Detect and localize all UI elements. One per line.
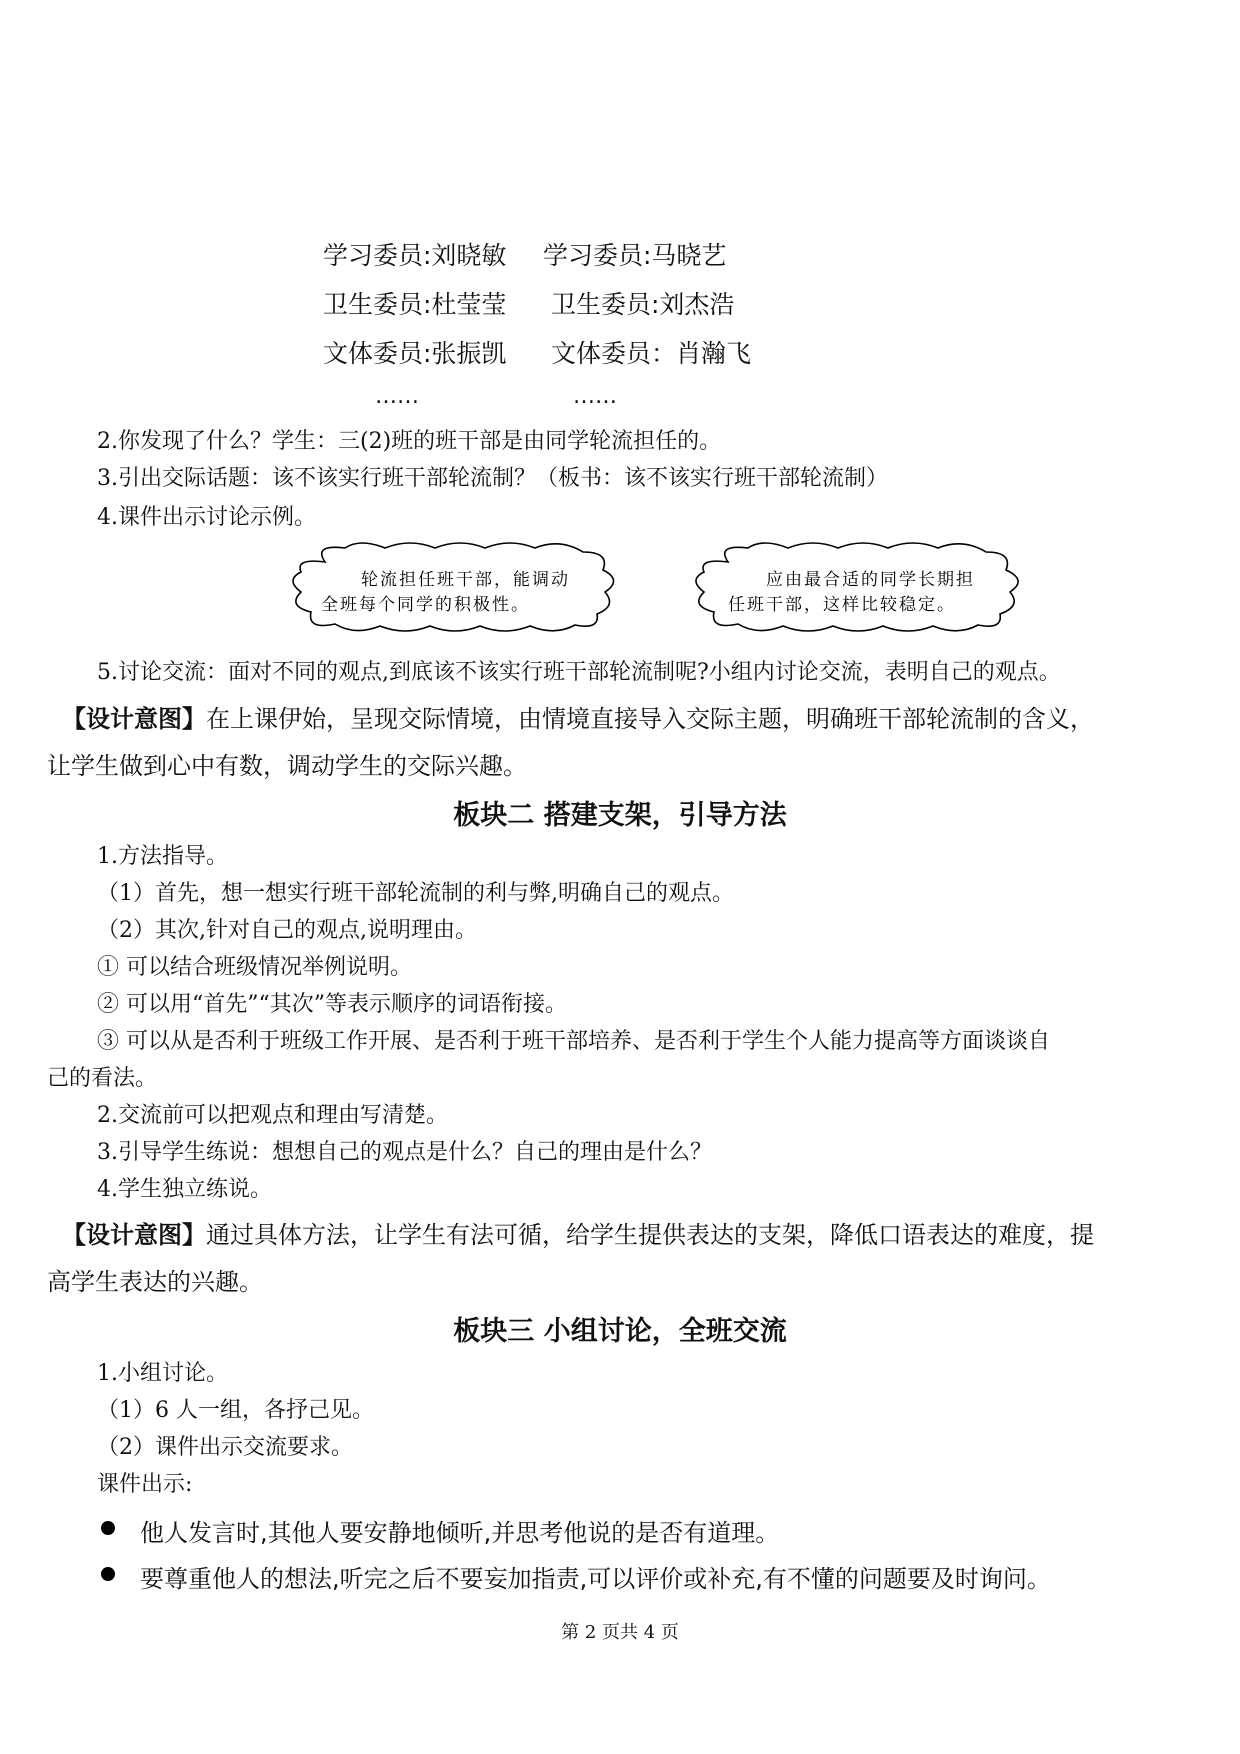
bullet-item-1: 他人发言时,其他人要安静地倾听,并思考他说的是否有道理。: [140, 1519, 780, 1547]
design-intent-2: [62, 1215, 1094, 1250]
bullet-item-2: 要尊重他人的想法,听完之后不要妄加指责,可以评价或补充,有不懂的问题要及时询问。: [140, 1565, 1051, 1593]
method-line-2: （1）首先，想一想实行班干部轮流制的利与弊,明确自己的观点。: [97, 881, 734, 906]
roster-row-3-left: 文体委员:张振凯: [323, 339, 507, 368]
bullet-icon: [101, 1521, 115, 1535]
method-line-4: ① 可以结合班级情况举例说明。: [97, 955, 412, 980]
page-footer: 第 2 页共 4 页: [561, 1622, 679, 1643]
roster-ellipsis-left: ……: [375, 384, 419, 409]
item-5: 5.讨论交流：面对不同的观点,到底该不该实行班干部轮流制呢?小组内讨论交流，表明自己的观点。: [97, 660, 1061, 685]
roster-row-3-right: 文体委员：肖瀚飞: [551, 339, 752, 368]
section-heading-2: 板块二 搭建支架，引导方法: [453, 800, 787, 831]
item-4: 4.课件出示讨论示例。: [97, 505, 316, 530]
bubble-left-line2: 全班每个同学的积极性。: [321, 595, 530, 615]
design-intent-text-1: 在上课伊始，呈现交际情境，由情境直接导入交际主题，明确班干部轮流制的含义，: [206, 705, 1094, 733]
item-3: 3.引出交际话题：该不该实行班干部轮流制？（板书：该不该实行班干部轮流制）: [97, 466, 888, 491]
group-line-3: （2）课件出示交流要求。: [97, 1435, 353, 1460]
group-line-2: （1）6 人一组，各抒己见。: [97, 1398, 374, 1423]
design-intent-label: 【设计意图】: [62, 705, 206, 733]
design-intent-label-2: 【设计意图】: [62, 1221, 206, 1249]
roster-row-2-left: 卫生委员:杜莹莹: [323, 290, 507, 319]
bubble-right-line2: 任班干部，这样比较稳定。: [728, 595, 956, 615]
bubble-left-line1: 轮流担任班干部，能调动: [361, 570, 570, 590]
design-intent-1: [62, 699, 1094, 734]
design-intent-2-cont: 高学生表达的兴趣。: [47, 1268, 263, 1296]
design-intent-1-cont: 让学生做到心中有数，调动学生的交际兴趣。: [47, 752, 527, 780]
method-line-7: 己的看法。: [47, 1066, 158, 1091]
thought-bubble-right: [688, 540, 1030, 635]
method-line-1: 1.方法指导。: [97, 844, 228, 869]
method-line-10: 4.学生独立练说。: [97, 1177, 272, 1202]
design-intent-text-2: 通过具体方法，让学生有法可循，给学生提供表达的支架，降低口语表达的难度，提: [206, 1221, 1094, 1249]
roster-row-1-right: 学习委员:马晓艺: [543, 241, 727, 270]
method-line-8: 2.交流前可以把观点和理由写清楚。: [97, 1103, 448, 1128]
roster-row-2-right: 卫生委员:刘杰浩: [551, 290, 735, 319]
thought-bubble-left: [285, 540, 625, 635]
section-heading-3: 板块三 小组讨论，全班交流: [453, 1316, 787, 1347]
group-line-1: 1.小组讨论。: [97, 1361, 228, 1386]
roster-row-1-left: 学习委员:刘晓敏: [323, 241, 507, 270]
roster-ellipsis-right: ……: [573, 384, 617, 409]
item-2: 2.你发现了什么？学生：三(2)班的班干部是由同学轮流担任的。: [97, 429, 722, 454]
bubble-right-line1: 应由最合适的同学长期担: [766, 570, 975, 590]
method-line-3: （2）其次,针对自己的观点,说明理由。: [97, 918, 477, 943]
method-line-6: ③ 可以从是否利于班级工作开展、是否利于班干部培养、是否利于学生个人能力提高等方面谈谈自: [97, 1029, 1050, 1054]
method-line-5: ② 可以用“首先”“其次”等表示顺序的词语衔接。: [97, 992, 567, 1017]
bullet-icon: [101, 1567, 115, 1581]
method-line-9: 3.引导学生练说：想想自己的观点是什么？自己的理由是什么？: [97, 1140, 712, 1165]
group-line-4: 课件出示:: [97, 1472, 193, 1497]
